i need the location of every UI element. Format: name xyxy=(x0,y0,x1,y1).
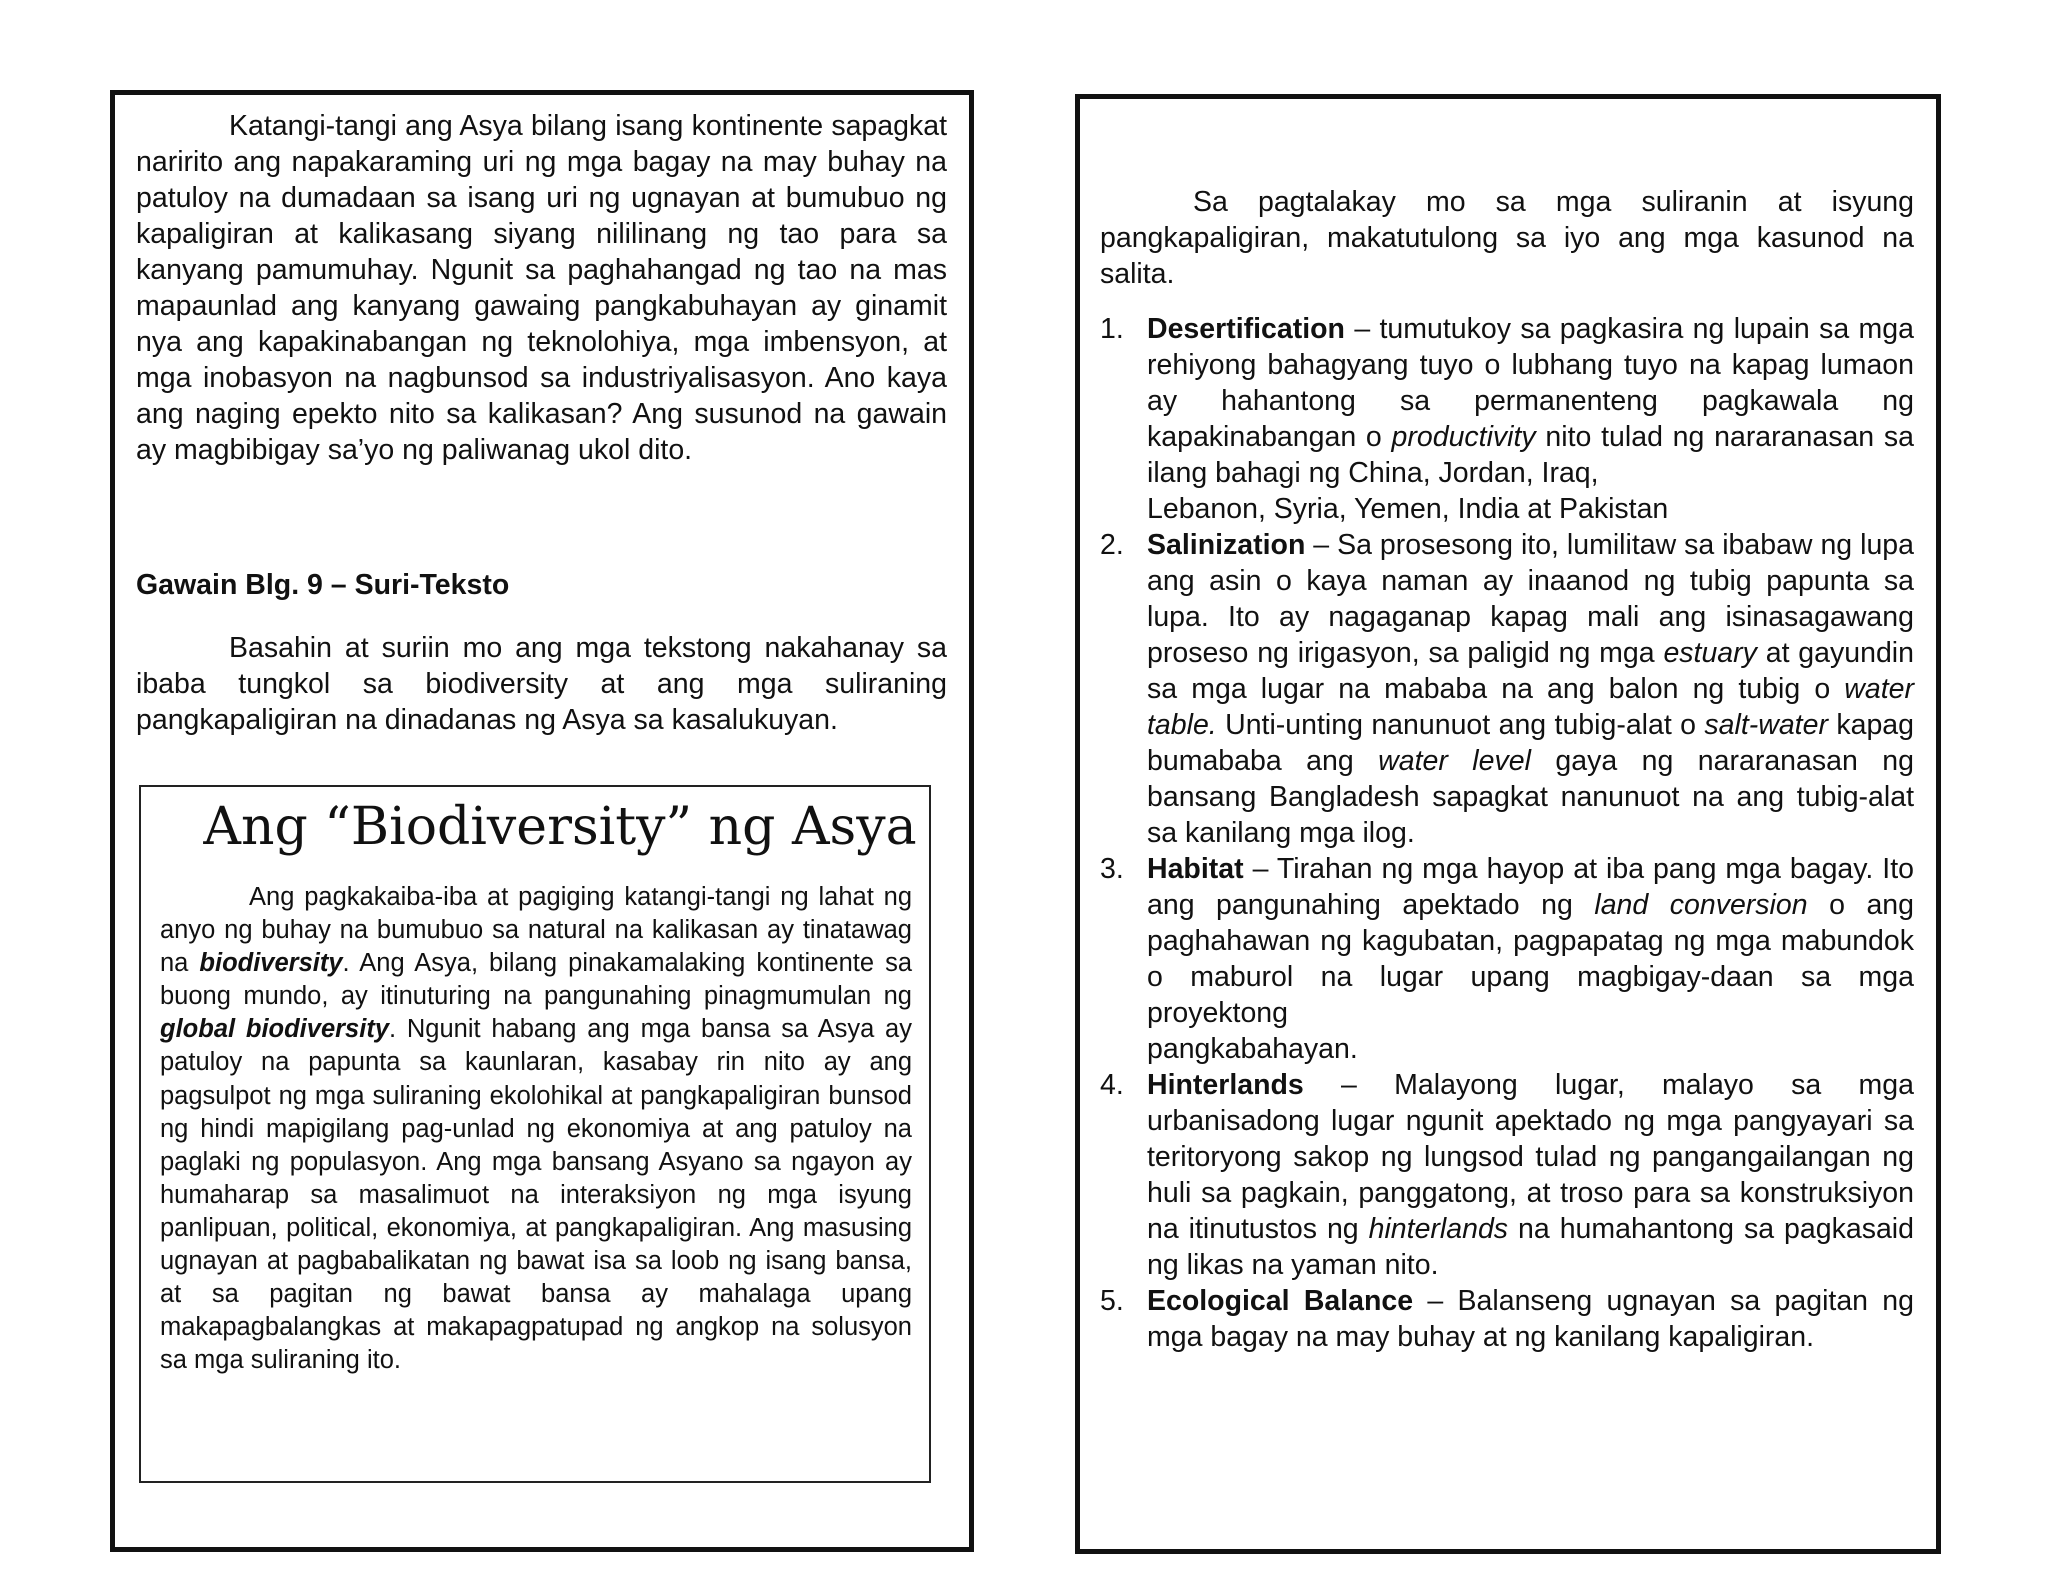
list-item xyxy=(1100,311,1914,527)
term-name: Habitat xyxy=(1147,853,1244,885)
term-global-biodiversity: global biodiversity xyxy=(160,1015,389,1044)
item-number: 1. xyxy=(1100,313,1124,345)
term-name: Salinization xyxy=(1147,529,1306,561)
term-definition: at gayundin sa mga lugar na mababa na ang balon ng tubig o xyxy=(1147,637,1914,705)
instruction-text: Basahin at suriin mo ang mga tekstong nakahanay sa ibaba tungkol sa biodiversity at ang mga suliraning pangkapaligiran na dinadanas ng Asya sa kasalukuyan. xyxy=(136,632,947,736)
biodiversity-title: Ang “Biodiversity” ng Asya xyxy=(203,797,917,857)
term-definition: gaya ng nararanasan ng bansang Bangladesh sapagkat nanunuot na ang tubig-alat sa kanilang mga ilog. xyxy=(1147,745,1914,849)
left-page-panel xyxy=(110,90,974,1552)
term-name: Desertification xyxy=(1147,313,1345,345)
intro-paragraph xyxy=(136,108,947,468)
biodiversity-text xyxy=(160,881,912,1377)
term-name: Hinterlands xyxy=(1147,1069,1304,1101)
bio-text-part: . Ngunit habang ang mga bansa sa Asya ay patuloy na papunta sa kaunlaran, kasabay rin nito ay ang pagsulpot ng mga suliraning ekolohikal at pangkapaligiran bunsod ng hindi mapigilang pag-unlad ng ekonomiya at ang patuloy na paglaki ng populasyon. Ang mga bansang Asyano sa ngayon ay humaharap sa masalimuot na interaksiyon ng mga isyung panlipuan, political, ekonomiya, at pangkapaligiran. Ang masusing ugnayan at pagbabalikatan ng bawat isa sa loob ng isang bansa, at sa pagitan ng bawat bansa ay mahalaga upang makapagbalangkas at makapagpatupad ng angkop na solusyon sa mga suliraning ito. xyxy=(160,1015,912,1375)
list-item xyxy=(1100,851,1914,1067)
right-intro-text: Sa pagtalakay mo sa mga suliranin at isyung pangkapaligiran, makatutulong sa iyo ang mga kasunod na salita. xyxy=(1100,186,1914,290)
term-definition: kapag bumababa ang xyxy=(1147,709,1914,777)
list-item xyxy=(1100,527,1914,851)
item-number: 4. xyxy=(1100,1069,1124,1101)
item-number: 2. xyxy=(1100,529,1124,561)
bio-text-part: . Ang Asya, bilang pinakamalaking kontinente sa buong mundo, ay itinuturing na pangunahing pinagmumulan ng xyxy=(160,949,912,1011)
term-italic: water level xyxy=(1378,745,1531,777)
term-italic: water table. xyxy=(1147,673,1914,741)
intro-text: Katangi-tangi ang Asya bilang isang kontinente sapagkat naririto ang napakaraming uri ng mga bagay na may buhay na patuloy na dumadaan sa isang uri ng ugnayan at bumubuo ng kapaligiran at kalikasang siyang nililinang ng tao para sa kanyang pamumuhay. Ngunit sa paghahangad ng tao na mas mapaunlad ang kanyang gawaing pangkabuhayan ay ginamit nya ang kapakinabangan ng teknolohiya, mga imbensyon, at mga inobasyon na nagbunsod sa industriyalisasyon. Ano kaya ang naging epekto nito sa kalikasan? Ang susunod na gawain ay magbibigay sa’yo ng paliwanag ukol dito. xyxy=(136,110,947,466)
term-italic: hinterlands xyxy=(1368,1213,1509,1245)
item-number: 3. xyxy=(1100,853,1124,885)
list-item xyxy=(1100,1067,1914,1283)
right-intro-paragraph xyxy=(1100,184,1914,292)
term-definition: – Tirahan ng mga hayop at iba pang mga bagay. Ito ang pangunahing apektado ng xyxy=(1147,853,1914,921)
term-definition: – Balanseng ugnayan sa pagitan ng mga bagay na may buhay at ng kanilang kapaligiran. xyxy=(1147,1285,1914,1353)
term-italic: estuary xyxy=(1663,637,1757,669)
term-definition: na humahantong sa pagkasaid ng likas na yaman nito. xyxy=(1147,1213,1914,1281)
terms-list xyxy=(1100,311,1914,1355)
term-definition: o ang paghahawan ng kagubatan, pagpapatag ng mga mabundok o maburol na lugar upang magbigay-daan sa mga proyektong xyxy=(1147,889,1914,1029)
term-definition: Lebanon, Syria, Yemen, India at Pakistan xyxy=(1147,493,1669,525)
term-definition: nito tulad ng nararanasan sa ilang bahagi ng China, Jordan, Iraq, xyxy=(1147,421,1914,489)
term-italic: salt-water xyxy=(1704,709,1828,741)
term-name: Ecological Balance xyxy=(1147,1285,1414,1317)
term-definition: – Sa prosesong ito, lumilitaw sa ibabaw ng lupa ang asin o kaya naman ay inaanod ng tubig papunta sa lupa. Ito ay nagaganap kapag mali ang isinasagawang proseso ng irigasyon, sa paligid ng mga xyxy=(1147,529,1914,669)
term-definition: pangkabahayan. xyxy=(1147,1033,1358,1065)
term-biodiversity: biodiversity xyxy=(199,949,343,978)
term-italic: land conversion xyxy=(1594,889,1808,921)
list-item xyxy=(1100,1283,1914,1355)
activity-title: Gawain Blg. 9 – Suri-Teksto xyxy=(136,569,510,601)
activity-instruction xyxy=(136,630,947,738)
term-definition: – Malayong lugar, malayo sa mga urbanisadong lugar ngunit apektado ng mga pangyayari sa teritoryong sakop ng lungsod tulad ng pangangailangan ng huli sa pagkain, panggatong, at troso para sa konstruksiyon na itinutustos ng xyxy=(1147,1069,1914,1245)
term-definition: – tumutukoy sa pagkasira ng lupain sa mga rehiyong bahagyang tuyo o lubhang tuyo na kapag lumaon ay hahantong sa permanenteng pagkawala ng kapakinabangan o xyxy=(1147,313,1914,453)
biodiversity-box xyxy=(139,785,931,1483)
term-definition: Unti-unting nanunuot ang tubig-alat o xyxy=(1216,709,1705,741)
term-italic: productivity xyxy=(1391,421,1536,453)
right-page-panel xyxy=(1075,94,1941,1554)
item-number: 5. xyxy=(1100,1285,1124,1317)
bio-text-part: Ang pagkakaiba-iba at pagiging katangi-tangi ng lahat ng anyo ng buhay na bumubuo sa natural na kalikasan ay tinatawag na xyxy=(160,883,912,978)
